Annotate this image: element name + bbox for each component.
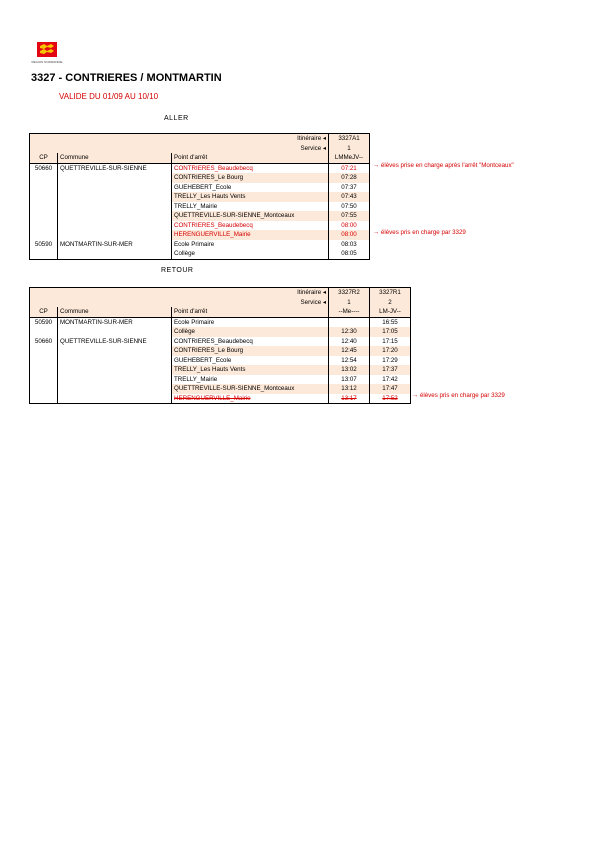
table-row	[30, 163, 370, 173]
cp-cell: 50590	[30, 317, 58, 327]
col-commune: Commune	[58, 307, 172, 317]
time-cell: 12:30	[329, 327, 370, 337]
service-label: Service ◂	[172, 144, 329, 154]
course-days: --Me----	[329, 307, 370, 317]
stop-cell: TRELLY_Les Hauts Vents	[172, 365, 329, 375]
time-cell: 08:00	[329, 221, 370, 231]
commune-cell: MONTMARTIN-SUR-MER	[58, 317, 172, 327]
stop-cell: QUETTREVILLE-SUR-SIENNE_Montceaux	[172, 211, 329, 221]
region-logo	[31, 40, 63, 66]
time-cell: 07:21	[329, 163, 370, 173]
time-cell: 17:37	[370, 365, 411, 375]
course-code: 3327R1	[370, 288, 411, 298]
cp-cell: 50590	[30, 240, 58, 250]
time-cell: 17:42	[370, 375, 411, 385]
itineraire-label: Itinéraire ◂	[172, 134, 329, 144]
time-cell: 07:43	[329, 192, 370, 202]
cp-cell: 50660	[30, 337, 58, 347]
table-row	[30, 173, 370, 183]
table-row	[30, 221, 370, 231]
time-cell: 12:40	[329, 337, 370, 347]
stop-cell: CONTRIERES_Beaudebecq	[172, 337, 329, 347]
time-cell: 17:05	[370, 327, 411, 337]
table-row	[30, 394, 411, 404]
cp-cell: 50660	[30, 163, 58, 173]
time-cell: 08:00	[329, 230, 370, 240]
stop-cell: QUETTREVILLE-SUR-SIENNE_Montceaux	[172, 384, 329, 394]
time-cell: 12:45	[329, 346, 370, 356]
table-row	[30, 375, 411, 385]
col-cp: CP	[30, 307, 58, 317]
stop-cell: TRELLY_Mairie	[172, 375, 329, 385]
col-point: Point d'arrêt	[172, 307, 329, 317]
aller-note-montceaux: → élèves prise en charge après l'arrêt "Montceaux"	[373, 162, 514, 169]
time-cell	[329, 317, 370, 327]
time-cell: 17:15	[370, 337, 411, 347]
commune-cell: QUETTREVILLE-SUR-SIENNE	[58, 337, 172, 347]
col-point: Point d'arrêt	[172, 153, 329, 163]
table-row	[30, 230, 370, 240]
table-row	[30, 317, 411, 327]
stop-cell: Ecole Primaire	[172, 317, 329, 327]
aller-itineraire-row	[30, 134, 370, 144]
time-cell: 17:29	[370, 356, 411, 366]
aller-heading: ALLER	[164, 115, 189, 122]
stop-cell: Collège	[172, 249, 329, 259]
stop-cell: Ecole Primaire	[172, 240, 329, 250]
table-row	[30, 192, 370, 202]
time-cell: 07:37	[329, 183, 370, 193]
stop-cell: GUEHEBERT_Ecole	[172, 356, 329, 366]
retour-timetable	[29, 287, 411, 404]
stop-cell: Collège	[172, 327, 329, 337]
time-cell: 12:54	[329, 356, 370, 366]
service-label: Service ◂	[172, 298, 329, 308]
svg-text:REGION NORMANDIE: REGION NORMANDIE	[31, 60, 63, 64]
stop-cell: CONTRIERES_Beaudebecq	[172, 163, 329, 173]
stop-cell: HERENGUERVILLE_Mairie	[172, 394, 329, 404]
time-cell: 08:05	[329, 249, 370, 259]
table-row	[30, 327, 411, 337]
table-row	[30, 384, 411, 394]
time-cell: 13:17	[329, 394, 370, 404]
table-row	[30, 346, 411, 356]
table-row	[30, 249, 370, 259]
course-num: 1	[329, 298, 370, 308]
retour-service-row	[30, 298, 411, 308]
time-cell: 13:07	[329, 375, 370, 385]
stop-cell: TRELLY_Les Hauts Vents	[172, 192, 329, 202]
commune-cell: QUETTREVILLE-SUR-SIENNE	[58, 163, 172, 173]
stop-cell: GUEHEBERT_Ecole	[172, 183, 329, 193]
validity-period: VALIDE DU 01/09 AU 10/10	[59, 92, 159, 101]
table-row	[30, 211, 370, 221]
itineraire-label: Itinéraire ◂	[172, 288, 329, 298]
col-commune: Commune	[58, 153, 172, 163]
time-cell: 16:55	[370, 317, 411, 327]
course-num: 1	[329, 144, 370, 154]
retour-note-3329: → élèves pris en charge par 3329	[412, 392, 505, 399]
time-cell: 17:47	[370, 384, 411, 394]
time-cell: 13:02	[329, 365, 370, 375]
stop-cell: CONTRIERES_Le Bourg	[172, 346, 329, 356]
course-days: LMMeJV--	[329, 153, 370, 163]
course-code: 3327R2	[329, 288, 370, 298]
time-cell: 17:20	[370, 346, 411, 356]
aller-service-row	[30, 144, 370, 154]
time-cell: 07:55	[329, 211, 370, 221]
course-num: 2	[370, 298, 411, 308]
table-row	[30, 365, 411, 375]
stop-cell: TRELLY_Mairie	[172, 202, 329, 212]
commune-cell: MONTMARTIN-SUR-MER	[58, 240, 172, 250]
stop-cell: CONTRIERES_Beaudebecq	[172, 221, 329, 231]
course-days: LM-JV--	[370, 307, 411, 317]
aller-column-headers	[30, 153, 370, 163]
table-row	[30, 337, 411, 347]
retour-heading: RETOUR	[161, 267, 194, 274]
table-row	[30, 356, 411, 366]
page-title: 3327 - CONTRIERES / MONTMARTIN	[31, 72, 222, 84]
time-cell: 07:28	[329, 173, 370, 183]
time-cell: 07:50	[329, 202, 370, 212]
stop-cell: CONTRIERES_Le Bourg	[172, 173, 329, 183]
table-row	[30, 202, 370, 212]
stop-cell: HERENGUERVILLE_Mairie	[172, 230, 329, 240]
time-cell: 08:03	[329, 240, 370, 250]
aller-note-3329: → élèves pris en charge par 3329	[373, 229, 466, 236]
course-code: 3327A1	[329, 134, 370, 144]
time-cell: 13:12	[329, 384, 370, 394]
retour-itineraire-row	[30, 288, 411, 298]
table-row	[30, 240, 370, 250]
table-row	[30, 183, 370, 193]
time-cell: 17:52	[370, 394, 411, 404]
retour-column-headers	[30, 307, 411, 317]
col-cp: CP	[30, 153, 58, 163]
aller-timetable	[29, 133, 370, 260]
